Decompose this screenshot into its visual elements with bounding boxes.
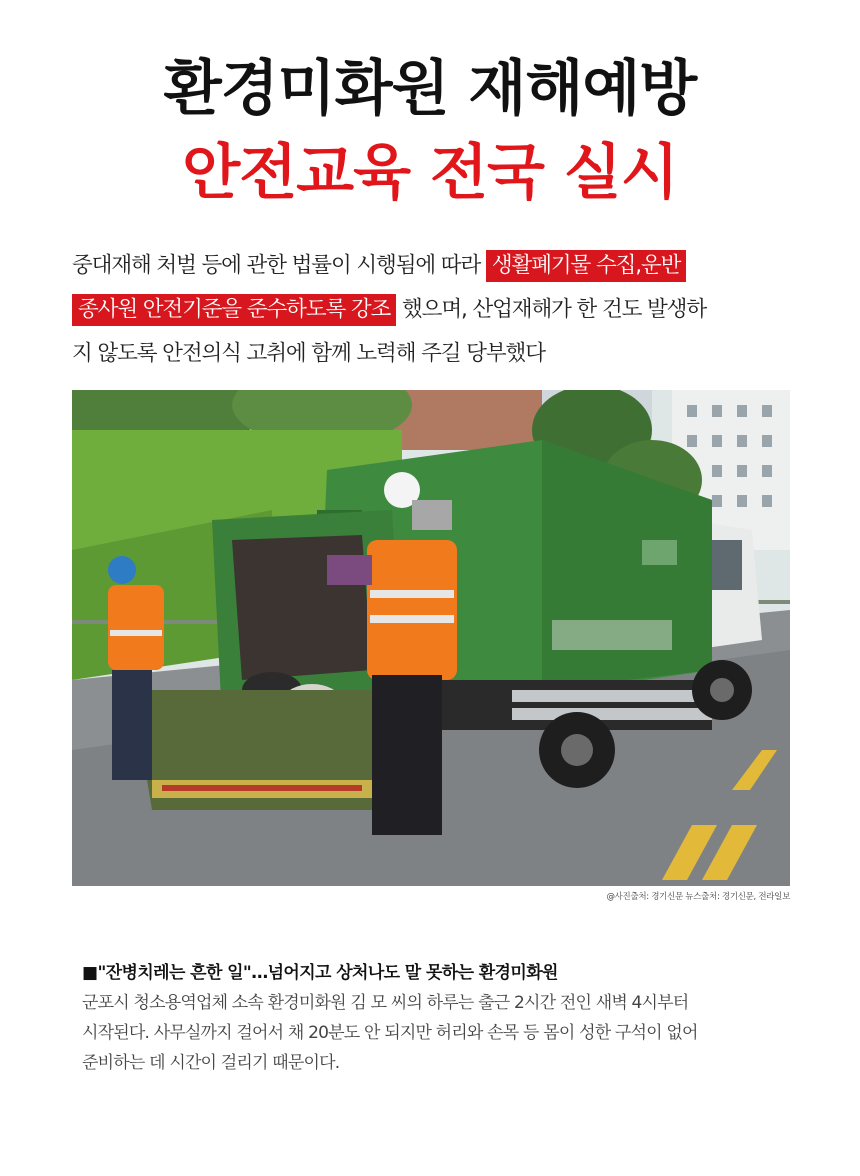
lead-line-2: [72, 288, 792, 332]
article-line-3: 준비하는 데 시간이 걸리기 때문이다.: [82, 1053, 340, 1073]
lead-highlight-1: 생활폐기물 수집,운반: [486, 250, 687, 282]
headline-line-1: 환경미화원 재해예방: [163, 54, 697, 124]
garbage-truck-illustration: [72, 390, 790, 886]
lead-line-1: [72, 244, 792, 288]
article-line-2: 시작된다. 사무실까지 걸어서 채 20분도 안 되지만 허리와 손목 등 몸이 성한 구석이 없어: [82, 1023, 698, 1043]
article-body: [82, 988, 802, 1078]
lead-line-3: 지 않도록 안전의식 고취에 함께 노력해 주길 당부했다: [72, 341, 545, 366]
lead-paragraph: [72, 244, 792, 376]
lead-line-1-text: 중대재해 처벌 등에 관한 법률이 시행됨에 따라: [72, 253, 481, 278]
lead-line-2-text: 했으며, 산업재해가 한 건도 발생하: [401, 297, 707, 322]
garbage-truck-photo: [72, 390, 790, 886]
photo-credit: @사진출처: 경기신문 뉴스출처: 경기신문, 전라일보: [606, 892, 790, 902]
article-line-1: 군포시 청소용역업체 소속 환경미화원 김 모 씨의 하루는 출근 2시간 전인 새벽 4시부터: [82, 993, 689, 1013]
lead-highlight-2: 종사원 안전기준을 준수하도록 강조: [72, 294, 396, 326]
headline-line-2: 안전교육 전국 실시: [182, 138, 678, 208]
article-subheading: ■"잔병치레는 흔한 일"…넘어지고 상처나도 말 못하는 환경미화원: [82, 963, 558, 983]
